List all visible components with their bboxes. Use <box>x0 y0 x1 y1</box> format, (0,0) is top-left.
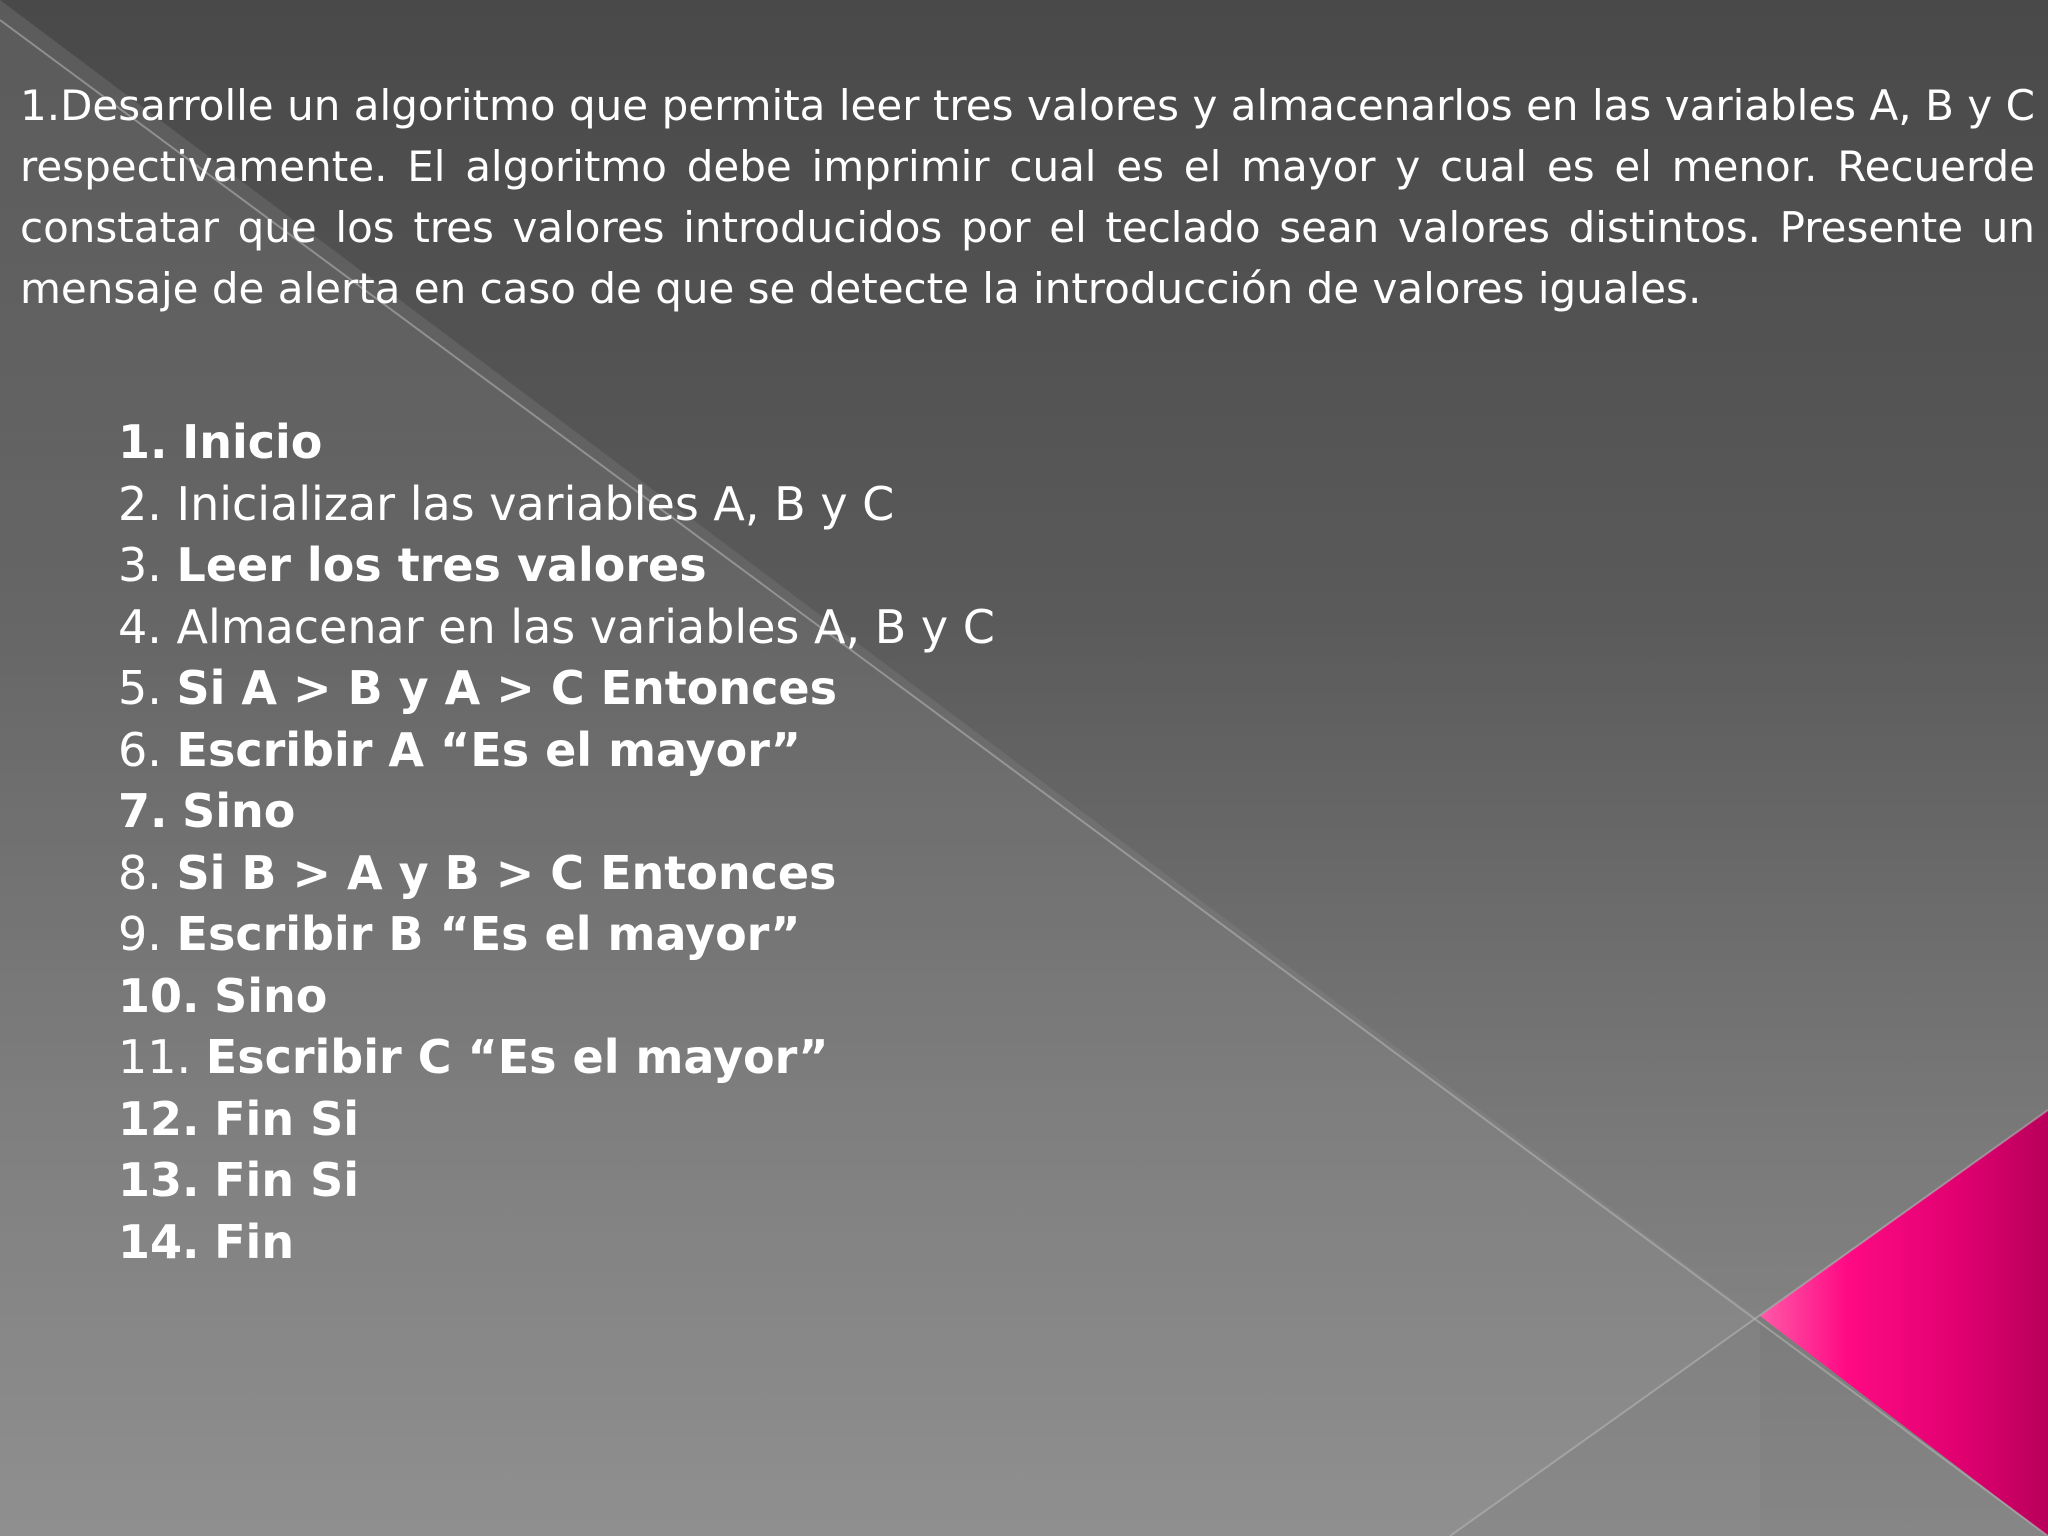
list-item <box>118 904 998 966</box>
list-item <box>118 1212 998 1274</box>
step-number: 8. <box>118 845 162 900</box>
step-text: Inicio <box>182 415 323 469</box>
algorithm-steps-list <box>118 412 998 1273</box>
problem-statement: 1.Desarrolle un algoritmo que permita leer tres valores y almacenarlos en las variables A, B y C respectivamente. El algoritmo debe imprimir cual es el mayor y cual es el menor. Recuerde constatar que los tres valores introducidos por el teclado sean valores distintos. Presente un mensaje de alerta en caso de que se detecte la introducción de valores iguales. <box>20 81 2035 313</box>
step-number: 12. <box>118 1091 200 1146</box>
step-number: 10. <box>118 968 200 1023</box>
step-text: Fin Si <box>214 1153 359 1207</box>
step-number: 5. <box>118 661 162 715</box>
list-item <box>118 966 998 1028</box>
list-item <box>118 658 998 720</box>
list-item <box>118 843 998 905</box>
step-number: 9. <box>118 907 162 961</box>
step-text: Escribir B “Es el mayor” <box>176 907 801 961</box>
list-item <box>118 720 998 782</box>
step-number: 1. <box>118 415 168 469</box>
list-item <box>118 474 998 536</box>
step-text: Fin <box>214 1214 295 1269</box>
step-number: 11. <box>118 1030 192 1084</box>
step-text: Sino <box>214 968 328 1023</box>
list-item <box>118 1027 998 1089</box>
step-number: 3. <box>118 538 162 592</box>
step-number: 14. <box>118 1214 200 1269</box>
list-item <box>118 1089 998 1151</box>
step-text: Fin Si <box>214 1091 359 1146</box>
step-text: Escribir A “Es el mayor” <box>176 722 801 777</box>
step-number: 13. <box>118 1153 200 1207</box>
step-text: Almacenar en las variables A, B y C <box>176 599 995 654</box>
list-item <box>118 535 998 597</box>
step-text: Leer los tres valores <box>176 538 707 592</box>
list-item <box>118 1150 998 1212</box>
step-number: 6. <box>118 722 162 777</box>
step-text: Si A > B y A > C Entonces <box>176 661 837 715</box>
step-number: 4. <box>118 599 162 654</box>
list-item <box>118 412 998 474</box>
step-text: Si B > A y B > C Entonces <box>176 845 837 900</box>
step-text: Sino <box>182 784 296 838</box>
list-item <box>118 597 998 659</box>
step-number: 7. <box>118 784 168 838</box>
step-text: Escribir C “Es el mayor” <box>205 1030 829 1084</box>
list-item <box>118 781 998 843</box>
step-text: Inicializar las variables A, B y C <box>176 476 895 531</box>
step-number: 2. <box>118 476 162 531</box>
